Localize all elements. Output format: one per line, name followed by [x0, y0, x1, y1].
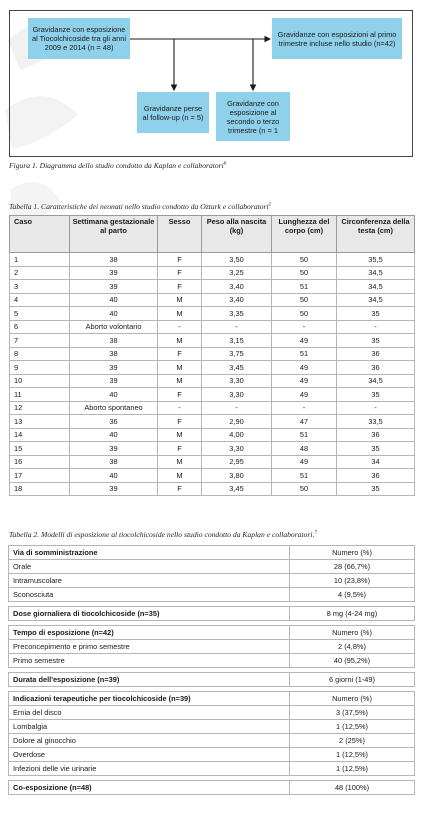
- table-cell: 35: [337, 334, 415, 348]
- table-cell: 40: [70, 469, 158, 483]
- table-cell: M: [158, 428, 202, 442]
- table-cell: F: [158, 482, 202, 496]
- table-cell: -: [202, 401, 272, 415]
- table-cell: M: [158, 307, 202, 321]
- table-row: [9, 706, 415, 720]
- table-cell: 16: [10, 455, 70, 469]
- table-row: [9, 574, 415, 588]
- table-cell: 5: [10, 307, 70, 321]
- table-cell: 38: [70, 455, 158, 469]
- table-cell: 39: [70, 361, 158, 375]
- header-settimana: Settimana gestazionale al parto: [70, 216, 158, 253]
- section-header-value: Numero (%): [290, 626, 415, 640]
- table-row: [9, 748, 415, 762]
- table-cell: 39: [70, 280, 158, 294]
- row-value: 4 (9,5%): [290, 588, 415, 602]
- section-header-row: [9, 626, 415, 640]
- table-cell: 38: [70, 347, 158, 361]
- table-cell: 47: [272, 415, 337, 429]
- table-row: [10, 307, 415, 321]
- table-row: [10, 428, 415, 442]
- table-cell: 3,40: [202, 293, 272, 307]
- section-header-value: 48 (100%): [290, 781, 415, 795]
- row-value: 1 (12,5%): [290, 720, 415, 734]
- table-cell: 3,50: [202, 253, 272, 267]
- table-cell: 49: [272, 361, 337, 375]
- table-cell: 8: [10, 347, 70, 361]
- table-cell: 14: [10, 428, 70, 442]
- table-exposure-patterns: [8, 545, 415, 795]
- row-label: Dolore al ginocchio: [9, 734, 290, 748]
- table-cell: M: [158, 293, 202, 307]
- row-value: 1 (12,5%): [290, 748, 415, 762]
- section-header-value: Numero (%): [290, 692, 415, 706]
- table-cell: 7: [10, 334, 70, 348]
- table-cell: 36: [70, 415, 158, 429]
- table-cell: F: [158, 415, 202, 429]
- table-row: [10, 401, 415, 415]
- table-cell: -: [337, 320, 415, 334]
- section-header-row: [9, 673, 415, 687]
- table-cell: 34: [337, 455, 415, 469]
- table-cell: 35: [337, 307, 415, 321]
- section-header-value: 6 giorni (1-49): [290, 673, 415, 687]
- table-cell: 36: [337, 361, 415, 375]
- section-header-row: [9, 692, 415, 706]
- row-label: Orale: [9, 560, 290, 574]
- table-cell: 34,5: [337, 266, 415, 280]
- table-cell: 33,5: [337, 415, 415, 429]
- table-row: [9, 720, 415, 734]
- table-cell: 39: [70, 442, 158, 456]
- table-row: [9, 762, 415, 776]
- section-header-label: Indicazioni terapeutiche per tiocolchicoside (n=39): [9, 692, 290, 706]
- row-label: Lombalgia: [9, 720, 290, 734]
- table-cell: 51: [272, 428, 337, 442]
- row-label: Preconcepimento e primo semestre: [9, 640, 290, 654]
- table-row: [10, 455, 415, 469]
- table-cell: 38: [70, 253, 158, 267]
- row-label: Sconosciuta: [9, 588, 290, 602]
- table-cell: 49: [272, 388, 337, 402]
- row-label: Ernia del disco: [9, 706, 290, 720]
- row-label: Infezioni delle vie urinarie: [9, 762, 290, 776]
- section-header-value: 8 mg (4-24 mg): [290, 607, 415, 621]
- table-cell: 50: [272, 253, 337, 267]
- table-cell: F: [158, 280, 202, 294]
- table-row: [10, 266, 415, 280]
- table-cell: 2,90: [202, 415, 272, 429]
- row-label: Overdose: [9, 748, 290, 762]
- row-label: Intramuscolare: [9, 574, 290, 588]
- table-cell: 36: [337, 469, 415, 483]
- box-exposed-pregnancies: Gravidanze con esposizione al Tiocolchicoside tra gli anni 2009 e 2014 (n = 48): [28, 18, 130, 59]
- table-cell: 34,5: [337, 280, 415, 294]
- table-cell: 50: [272, 307, 337, 321]
- figure-caption: Figura 1. Diagramma dello studio condotto da Kaplan e collaboratori$^6$: [9, 161, 227, 170]
- section-header-label: Tempo di esposizione (n=42): [9, 626, 290, 640]
- section-header-label: Dose giornaliera di tiocolchicoside (n=35): [9, 607, 290, 621]
- table-cell: 49: [272, 374, 337, 388]
- row-value: 1 (12,5%): [290, 762, 415, 776]
- table-cell: Aborto spontaneo: [70, 401, 158, 415]
- table2-body: [9, 546, 415, 795]
- table-cell: 3,40: [202, 280, 272, 294]
- table-cell: M: [158, 374, 202, 388]
- section-header-row: [9, 607, 415, 621]
- table-cell: Aborto volontario: [70, 320, 158, 334]
- table-cell: 39: [70, 266, 158, 280]
- table1-caption: Tabella 1. Caratteristiche dei neonati nello studio condotto da Ozturk e collaboratori$^2$: [9, 202, 272, 211]
- table-cell: 35: [337, 482, 415, 496]
- table-cell: 3,30: [202, 388, 272, 402]
- section-header-row: [9, 546, 415, 560]
- table-cell: 51: [272, 280, 337, 294]
- header-caso: Caso: [10, 216, 70, 253]
- section-header-row: [9, 781, 415, 795]
- table-cell: 39: [70, 374, 158, 388]
- table-cell: 3: [10, 280, 70, 294]
- table-cell: 40: [70, 428, 158, 442]
- table-cell: 9: [10, 361, 70, 375]
- table-cell: 11: [10, 388, 70, 402]
- table-row: [10, 253, 415, 267]
- table-row: [9, 588, 415, 602]
- box-included-pregnancies: Gravidanze con esposizioni al primo trimestre incluse nello studio (n=42): [272, 18, 402, 59]
- section-header-label: Durata dell'esposizione (n=39): [9, 673, 290, 687]
- table-row: [10, 347, 415, 361]
- table-row: [10, 334, 415, 348]
- table-row: [9, 640, 415, 654]
- table-cell: 49: [272, 334, 337, 348]
- row-value: 2 (25%): [290, 734, 415, 748]
- box-lost-followup: Gravidanze perse al follow-up (n = 5): [137, 92, 209, 133]
- table-row: [10, 280, 415, 294]
- section-header-label: Co-esposizione (n=48): [9, 781, 290, 795]
- table-cell: 2,95: [202, 455, 272, 469]
- table-cell: 36: [337, 347, 415, 361]
- table2-caption: Tabella 2. Modelli di esposizione al tiocolchicoside nello studio condotto da Kaplan e collaboratori.$^7$: [9, 530, 317, 539]
- table-cell: -: [337, 401, 415, 415]
- table-cell: 12: [10, 401, 70, 415]
- table-cell: 35,5: [337, 253, 415, 267]
- table-row: [9, 560, 415, 574]
- table-cell: F: [158, 388, 202, 402]
- table-row: [10, 293, 415, 307]
- row-value: 10 (23,8%): [290, 574, 415, 588]
- table-cell: F: [158, 266, 202, 280]
- table-cell: 38: [70, 334, 158, 348]
- table-cell: F: [158, 442, 202, 456]
- table-cell: 51: [272, 469, 337, 483]
- table-cell: M: [158, 361, 202, 375]
- table-cell: 34,5: [337, 293, 415, 307]
- table-cell: 3,35: [202, 307, 272, 321]
- table-cell: M: [158, 469, 202, 483]
- table-cell: 40: [70, 293, 158, 307]
- table-cell: 40: [70, 388, 158, 402]
- table-cell: 50: [272, 266, 337, 280]
- table-row: [10, 388, 415, 402]
- header-lunghezza: Lunghezza del corpo (cm): [272, 216, 337, 253]
- table-cell: 18: [10, 482, 70, 496]
- row-value: 28 (66,7%): [290, 560, 415, 574]
- table-row: [9, 654, 415, 668]
- table-cell: -: [202, 320, 272, 334]
- table-cell: 10: [10, 374, 70, 388]
- table-cell: 50: [272, 482, 337, 496]
- box-second-third-trimester: Gravidanze con esposizione al secondo o terzo trimestre (n = 1: [216, 92, 290, 141]
- table1-header-row: [10, 216, 415, 253]
- table-row: [10, 320, 415, 334]
- table-cell: 35: [337, 388, 415, 402]
- table-cell: -: [158, 401, 202, 415]
- table-cell: 17: [10, 469, 70, 483]
- table-row: [10, 361, 415, 375]
- table-cell: -: [158, 320, 202, 334]
- table-cell: 4: [10, 293, 70, 307]
- table-cell: 1: [10, 253, 70, 267]
- row-label: Primo semestre: [9, 654, 290, 668]
- header-peso: Peso alla nascita (kg): [202, 216, 272, 253]
- table-cell: 13: [10, 415, 70, 429]
- table-cell: -: [272, 320, 337, 334]
- table-cell: 51: [272, 347, 337, 361]
- table-cell: 15: [10, 442, 70, 456]
- table-cell: -: [272, 401, 337, 415]
- table-cell: 40: [70, 307, 158, 321]
- table-cell: M: [158, 455, 202, 469]
- table-cell: 34,5: [337, 374, 415, 388]
- table-row: [10, 469, 415, 483]
- table-cell: F: [158, 347, 202, 361]
- table-cell: 3,30: [202, 374, 272, 388]
- table-cell: 3,25: [202, 266, 272, 280]
- table-cell: 49: [272, 455, 337, 469]
- table1-body: [10, 253, 415, 496]
- table-cell: 6: [10, 320, 70, 334]
- table-row: [10, 374, 415, 388]
- table-cell: 2: [10, 266, 70, 280]
- table-cell: 4,00: [202, 428, 272, 442]
- table-row: [10, 482, 415, 496]
- table-cell: 3,30: [202, 442, 272, 456]
- table-row: [10, 442, 415, 456]
- row-value: 3 (37,5%): [290, 706, 415, 720]
- table-cell: 3,75: [202, 347, 272, 361]
- table-cell: 35: [337, 442, 415, 456]
- table-cell: 50: [272, 293, 337, 307]
- section-header-label: Via di somministrazione: [9, 546, 290, 560]
- header-circonferenza: Circonferenza della testa (cm): [337, 216, 415, 253]
- section-header-value: Numero (%): [290, 546, 415, 560]
- table-cell: 3,45: [202, 482, 272, 496]
- table-cell: 3,45: [202, 361, 272, 375]
- row-value: 40 (95,2%): [290, 654, 415, 668]
- table-row: [10, 415, 415, 429]
- table-cell: 48: [272, 442, 337, 456]
- table-row: [9, 734, 415, 748]
- row-value: 2 (4,8%): [290, 640, 415, 654]
- table-cell: F: [158, 253, 202, 267]
- table-newborn-characteristics: [9, 215, 415, 496]
- table-cell: M: [158, 334, 202, 348]
- table-cell: 39: [70, 482, 158, 496]
- table-cell: 3,15: [202, 334, 272, 348]
- table-cell: 3,80: [202, 469, 272, 483]
- table-cell: 36: [337, 428, 415, 442]
- header-sesso: Sesso: [158, 216, 202, 253]
